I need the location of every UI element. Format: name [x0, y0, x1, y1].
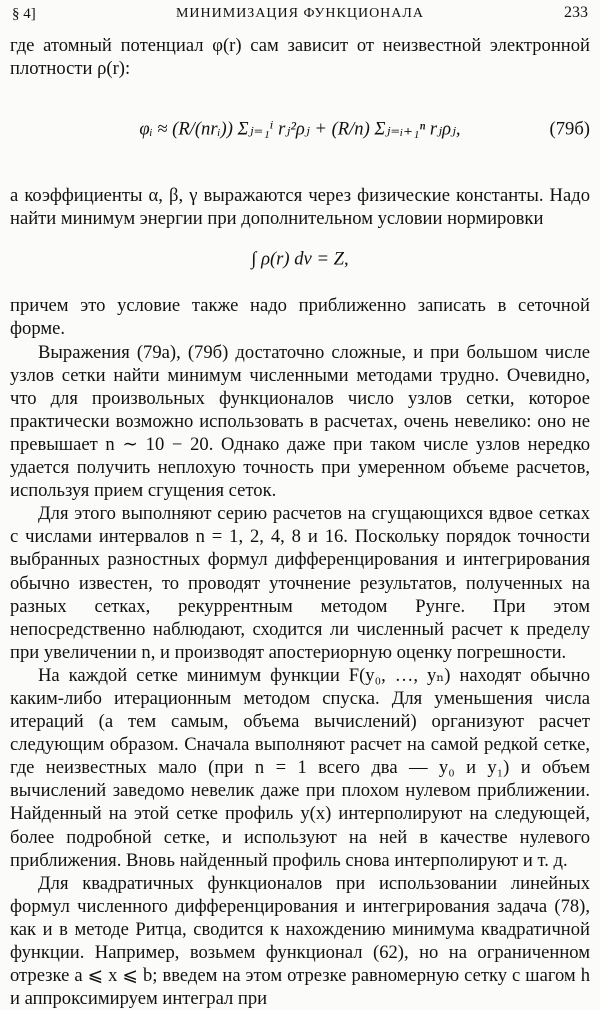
paragraph-7: Для квадратичных функционалов при использовании линейных формул численного дифференцирования и интегрирования задача (78), как и в методе Ритца, сводится к нахождению минимума квадратичной функции. Например, возьмем функционал (62), но на ограниченном отрезке a ⩽ x ⩽ b; введем на этом отрезке равномерную сетку с шагом h и аппроксимируем интеграл при: [10, 872, 590, 1010]
equation-79b-formula: φᵢ ≈ (R/(nrᵢ)) Σⱼ₌₁ⁱ rⱼ²ρⱼ + (R/n) Σⱼ₌ᵢ₊₁ⁿ rⱼρⱼ,: [139, 118, 461, 140]
section-marker: § 4]: [12, 6, 36, 22]
normalization-equation: [10, 238, 590, 280]
paragraph-3: причем это условие также надо приближенно записать в сеточной форме.: [10, 295, 590, 340]
running-title: МИНИМИЗАЦИЯ ФУНКЦИОНАЛА: [175, 6, 425, 21]
page-number: 233: [564, 4, 588, 21]
paragraph-1: где атомный потенциал φ(r) сам зависит от неизвестной электронной плотности ρ(r):: [10, 35, 590, 80]
paragraph-4: Выражения (79а), (79б) достаточно сложные, и при большом числе узлов сетки найти минимум численными методами трудно. Очевидно, что для произвольных функционалов число узлов сетки, которое практически возможно использовать в расчетах, очень невелико: оно не превышает n ∼ 10 − 20. Однако даже при таком числе узлов нередко удается получить неплохую точность при умеренном объеме расчетов, используя прием сгущения сеток.: [10, 341, 590, 502]
page-body: [10, 34, 590, 1010]
equation-79b: [10, 84, 590, 174]
paragraph-6: На каждой сетке минимум функции F(y₀, …, yₙ) находят обычно каким-либо итерационным методом спуска. Для уменьшения числа итераций (а тем самым, объема вычислений) организуют расчет следующим образом. Сначала выполняют расчет на самой редкой сетке, где неизвестных мало (при n = 1 всего два — y₀ и y₁) и объем вычислений заведомо невелик даже при плохом нулевом приближении. Найденный на этой сетке профиль y(x) интерполируют на следующей, более подробной сетке, и используют на ней в качестве нулевого приближения. Вновь найденный профиль снова интерполируют и т. д.: [10, 664, 590, 871]
equation-79b-label: (79б): [549, 118, 590, 140]
paragraph-5: Для этого выполняют серию расчетов на сгущающихся вдвое сетках с числами интервалов n = 1, 2, 4, 8 и 16. Поскольку порядок точности выбранных разностных формул дифференцирования и интегрирования обычно известен, то проводят уточнение результатов, полученных на разных сетках, рекуррентным методом Рунге. При этом непосредственно наблюдают, сходится ли численный расчет к пределу при увеличении n, и производят апостериорную оценку погрешности.: [10, 503, 590, 663]
normalization-formula: ∫ ρ(r) dv = Z,: [251, 248, 349, 270]
running-header: [12, 4, 588, 28]
paragraph-2: а коэффициенты α, β, γ выражаются через физические константы. Надо найти минимум энергии при дополнительном условии нормировки: [10, 185, 590, 230]
